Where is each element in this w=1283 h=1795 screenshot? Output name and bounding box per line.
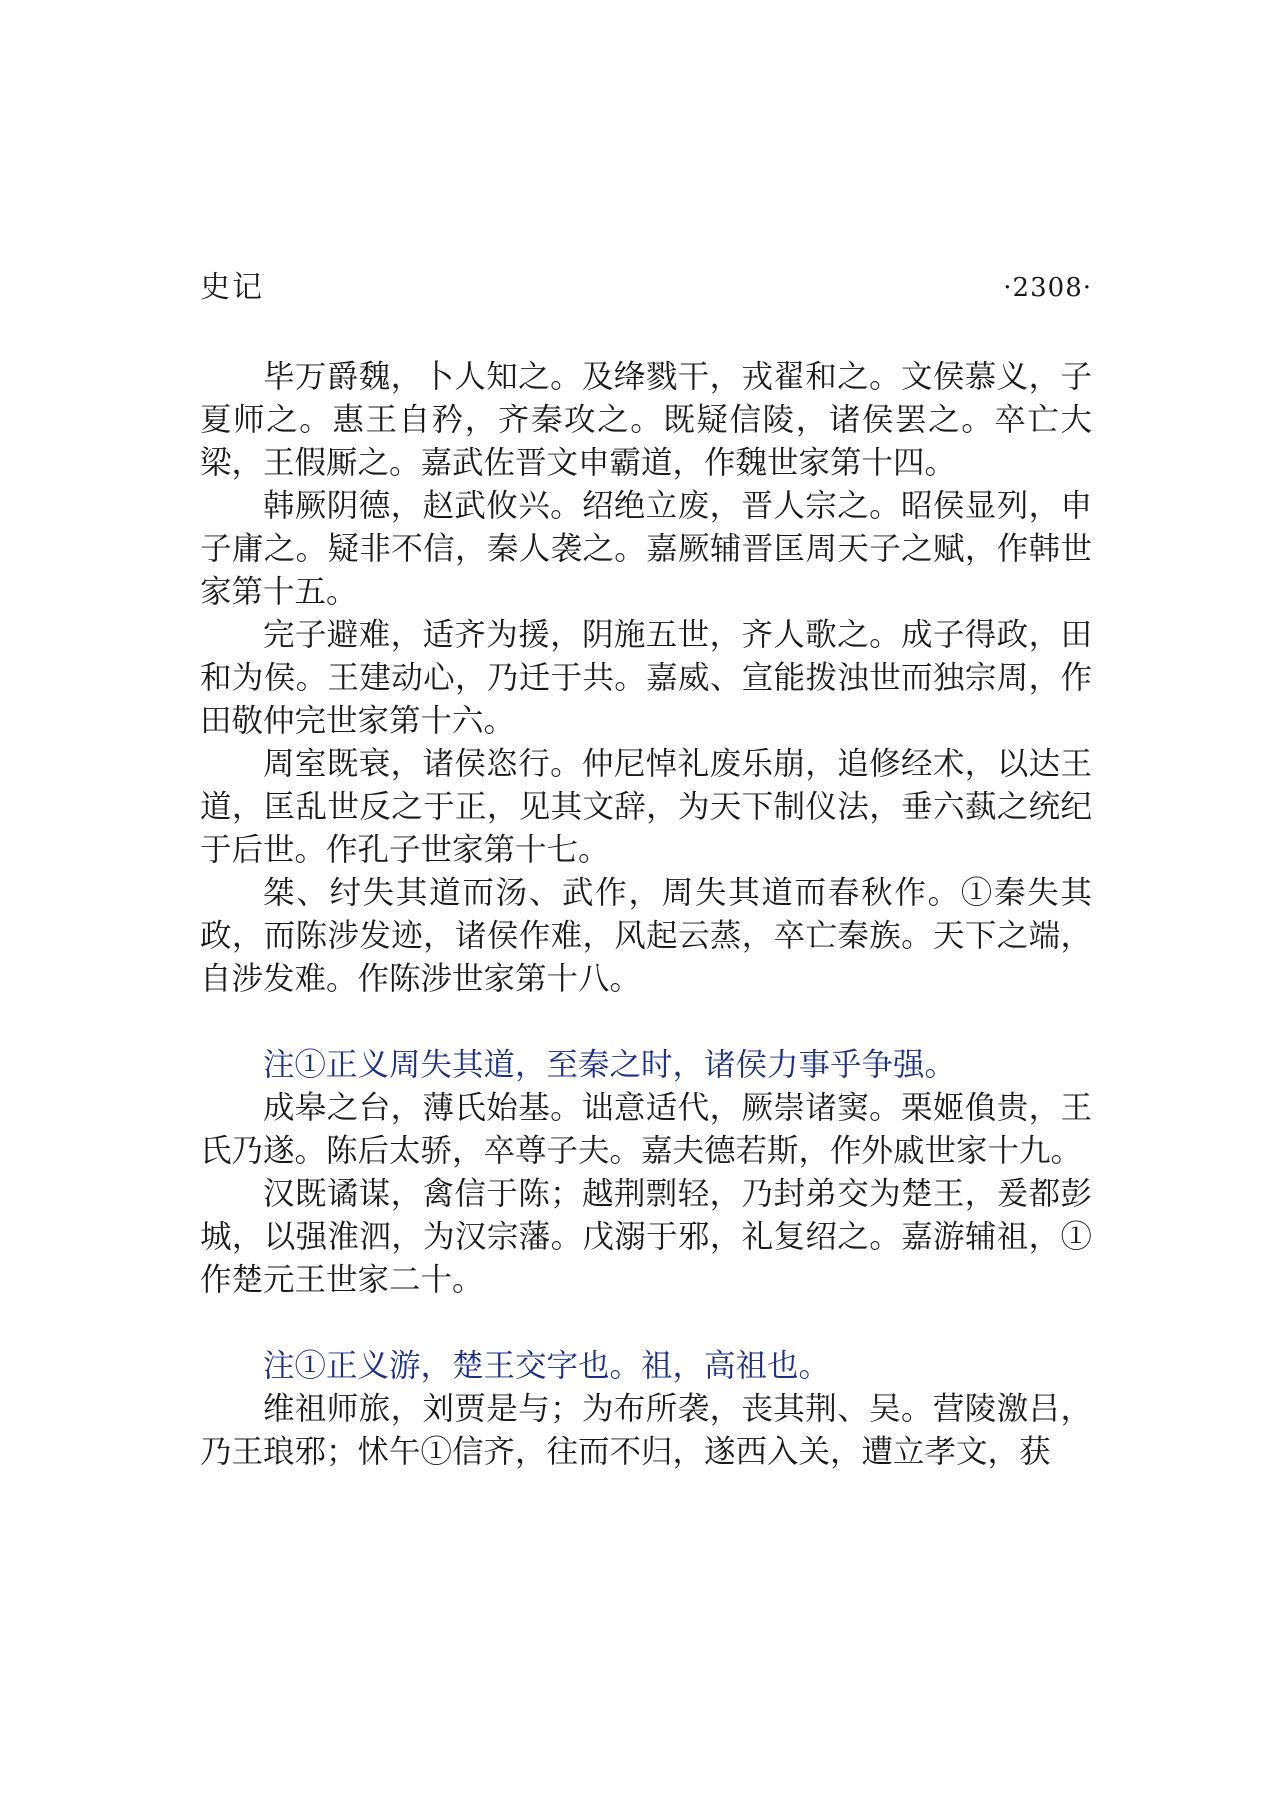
paragraph: 完子避难，适齐为援，阴施五世，齐人歌之。成子得政，田和为侯。王建动心，乃迁于共。嘉威、宣能拨浊世而独宗周，作田敬仲完世家第十六。 bbox=[200, 617, 1092, 739]
paragraph: 韩厥阴德，赵武攸兴。绍绝立废，晋人宗之。昭侯显列，申子庸之。疑非不信，秦人袭之。嘉厥辅晋匡周天子之赋，作韩世家第十五。 bbox=[200, 488, 1092, 610]
spacer bbox=[200, 1302, 1092, 1345]
paragraph: 毕万爵魏，卜人知之。及绛戮干，戎翟和之。文侯慕义，子夏师之。惠王自矜，齐秦攻之。既疑信陵，诸侯罢之。卒亡大梁，王假厮之。嘉武佐晋文申霸道，作魏世家第十四。 bbox=[200, 359, 1092, 481]
footnote: 注①正义游，楚王交字也。祖，高祖也。 bbox=[263, 1348, 831, 1384]
paragraph: 维祖师旅，刘贾是与；为布所袭，丧其荆、吴。营陵激吕，乃王琅邪；怵午①信齐，往而不归，遂西入关，遭立孝文，获 bbox=[200, 1391, 1092, 1470]
paragraph: 桀、纣失其道而汤、武作，周失其道而春秋作。①秦失其政，而陈涉发迹，诸侯作难，风起云蒸，卒亡秦族。天下之端，自涉发难。作陈涉世家第十八。 bbox=[200, 875, 1092, 997]
paragraph: 周室既衰，诸侯恣行。仲尼悼礼废乐崩，追修经术，以达王道，匡乱世反之于正，见其文辞，为天下制仪法，垂六蓺之统纪于后世。作孔子世家第十七。 bbox=[200, 746, 1092, 868]
page-header bbox=[200, 268, 1092, 308]
page-body bbox=[200, 356, 1092, 1474]
book-title: 史记 bbox=[200, 270, 264, 305]
paragraph: 汉既谲谋，禽信于陈；越荆剽轻，乃封弟交为楚王，爰都彭城，以强淮泗，为汉宗藩。戊溺于邪，礼复绍之。嘉游辅祖，①作楚元王世家二十。 bbox=[200, 1176, 1092, 1298]
page-number: ·2308· bbox=[1003, 273, 1092, 303]
spacer bbox=[200, 1001, 1092, 1044]
paragraph: 成皋之台，薄氏始基。诎意适代，厥崇诸窦。栗姬偩贵，王氏乃遂。陈后太骄，卒尊子夫。嘉夫德若斯，作外戚世家十九。 bbox=[200, 1090, 1092, 1169]
footnote: 注①正义周失其道，至秦之时，诸侯力事乎争强。 bbox=[263, 1047, 957, 1083]
